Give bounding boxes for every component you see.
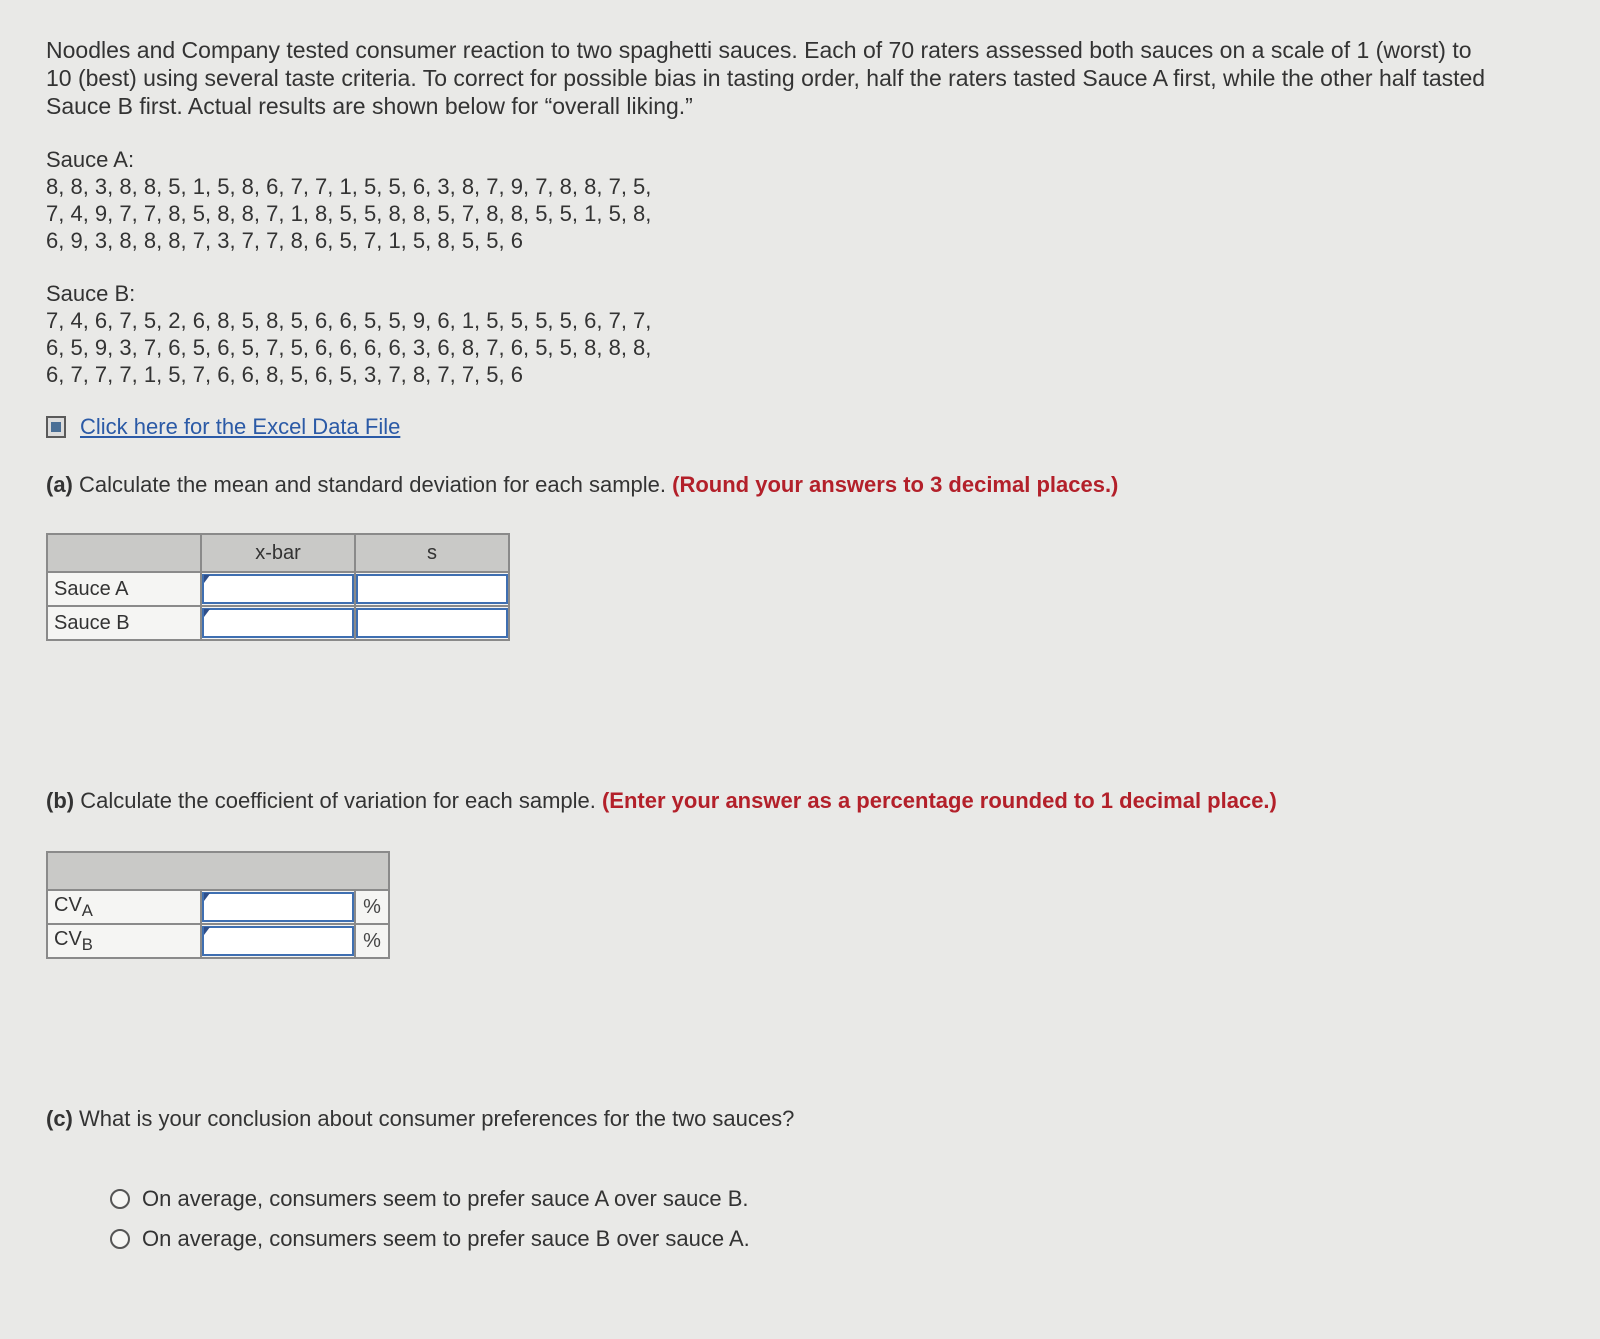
row-label-sauce-a: Sauce A: [47, 572, 201, 606]
table-row: [47, 606, 509, 640]
excel-link-label: Click here for the Excel Data File: [80, 414, 401, 439]
cv-b-subscript: B: [81, 934, 93, 954]
table-row: [47, 924, 389, 958]
cv-b-input[interactable]: [202, 926, 354, 956]
mean-sd-table: [46, 533, 510, 641]
sauce-b-s-input[interactable]: [356, 608, 508, 638]
sauce-a-xbar-cell: [201, 572, 355, 606]
part-a-instruction: (Round your answers to 3 decimal places.): [672, 472, 1119, 497]
spacer: [46, 959, 1526, 1077]
cv-table: [46, 851, 390, 959]
sauce-a-s-input[interactable]: [356, 574, 508, 604]
part-b-instruction: (Enter your answer as a percentage rounded to 1 decimal place.): [601, 788, 1277, 813]
cv-a-subscript: A: [81, 900, 93, 920]
header-s: s: [355, 534, 509, 572]
table-header-row: [47, 534, 509, 572]
option-b-label: On average, consumers seem to prefer sauce B over sauce A.: [142, 1226, 750, 1251]
cv-a-text: CV: [54, 893, 82, 916]
cv-b-text: CV: [54, 927, 82, 950]
sauce-a-line: 8, 8, 3, 8, 8, 5, 1, 5, 8, 6, 7, 7, 1, 5, 5, 6, 3, 8, 7, 9, 7, 8, 8, 7, 5,: [46, 174, 652, 199]
option-prefer-b[interactable]: [110, 1219, 1526, 1259]
cv-header-blank: [47, 852, 389, 890]
cv-b-label: [47, 924, 201, 958]
flag-icon: [204, 609, 210, 617]
table-row: [47, 572, 509, 606]
cv-a-label: [47, 890, 201, 924]
sauce-a-label: Sauce A:: [46, 147, 135, 172]
header-blank: [47, 534, 201, 572]
flag-icon: [204, 893, 210, 901]
part-a-text: Calculate the mean and standard deviation for each sample.: [72, 472, 673, 497]
cv-a-input[interactable]: [202, 892, 354, 922]
table-header-row: [47, 852, 389, 890]
radio-button-icon[interactable]: [110, 1189, 130, 1209]
table-row: [47, 890, 389, 924]
sauce-a-xbar-input[interactable]: [202, 574, 354, 604]
part-b-text: Calculate the coefficient of variation for each sample.: [74, 788, 602, 813]
cv-b-unit: %: [355, 924, 389, 958]
sauce-a-line: 7, 4, 9, 7, 7, 8, 5, 8, 8, 7, 1, 8, 5, 5, 8, 8, 5, 7, 8, 8, 5, 5, 1, 5, 8,: [46, 201, 652, 226]
sauce-a-s-cell: [355, 572, 509, 606]
spacer: [46, 1133, 1526, 1179]
part-c-text: What is your conclusion about consumer preferences for the two sauces?: [72, 1106, 795, 1131]
sauce-a-line: 6, 9, 3, 8, 8, 8, 7, 3, 7, 7, 8, 6, 5, 7, 1, 5, 8, 5, 5, 6: [46, 228, 523, 253]
excel-data-link[interactable]: [46, 414, 400, 440]
part-b-label: (b): [46, 788, 75, 813]
radio-button-icon[interactable]: [110, 1229, 130, 1249]
row-label-sauce-b: Sauce B: [47, 606, 201, 640]
part-a-question: [46, 471, 1526, 499]
option-a-label: On average, consumers seem to prefer sauce A over sauce B.: [142, 1186, 749, 1211]
part-b-question: [46, 787, 1526, 815]
flag-icon: [204, 575, 210, 583]
sauce-b-label: Sauce B:: [46, 281, 136, 306]
sauce-a-data: [46, 146, 1526, 254]
cv-b-cell: [201, 924, 355, 958]
header-xbar: x-bar: [201, 534, 355, 572]
cv-a-unit: %: [355, 890, 389, 924]
part-a-label: (a): [46, 472, 73, 497]
problem-content: [46, 36, 1526, 1259]
sauce-b-line: 6, 5, 9, 3, 7, 6, 5, 6, 5, 7, 5, 6, 6, 6, 6, 3, 6, 8, 7, 6, 5, 5, 8, 8, 8,: [46, 335, 652, 360]
sauce-b-xbar-cell: [201, 606, 355, 640]
cv-a-cell: [201, 890, 355, 924]
flag-icon: [204, 927, 210, 935]
sauce-b-xbar-input[interactable]: [202, 608, 354, 638]
part-c-label: (c): [46, 1106, 73, 1131]
problem-intro: Noodles and Company tested consumer reaction to two spaghetti sauces. Each of 70 raters assessed both sauces on a scale of 1 (worst) to 10 (best) using several taste criteria. To correct for possible bias in tasting order, half the raters tasted Sauce A first, while the other half tasted Sauce B first. Actual results are shown below for “overall liking.”: [46, 37, 1486, 119]
option-prefer-a[interactable]: [110, 1179, 1526, 1219]
spacer: [46, 641, 1526, 759]
sauce-b-line: 6, 7, 7, 7, 1, 5, 7, 6, 6, 8, 5, 6, 5, 3, 7, 8, 7, 7, 5, 6: [46, 362, 523, 387]
part-c-question: [46, 1105, 1526, 1133]
sauce-b-line: 7, 4, 6, 7, 5, 2, 6, 8, 5, 8, 5, 6, 6, 5, 5, 9, 6, 1, 5, 5, 5, 5, 6, 7, 7,: [46, 308, 652, 333]
excel-file-icon: [46, 416, 66, 438]
sauce-b-s-cell: [355, 606, 509, 640]
sauce-b-data: [46, 280, 1526, 388]
